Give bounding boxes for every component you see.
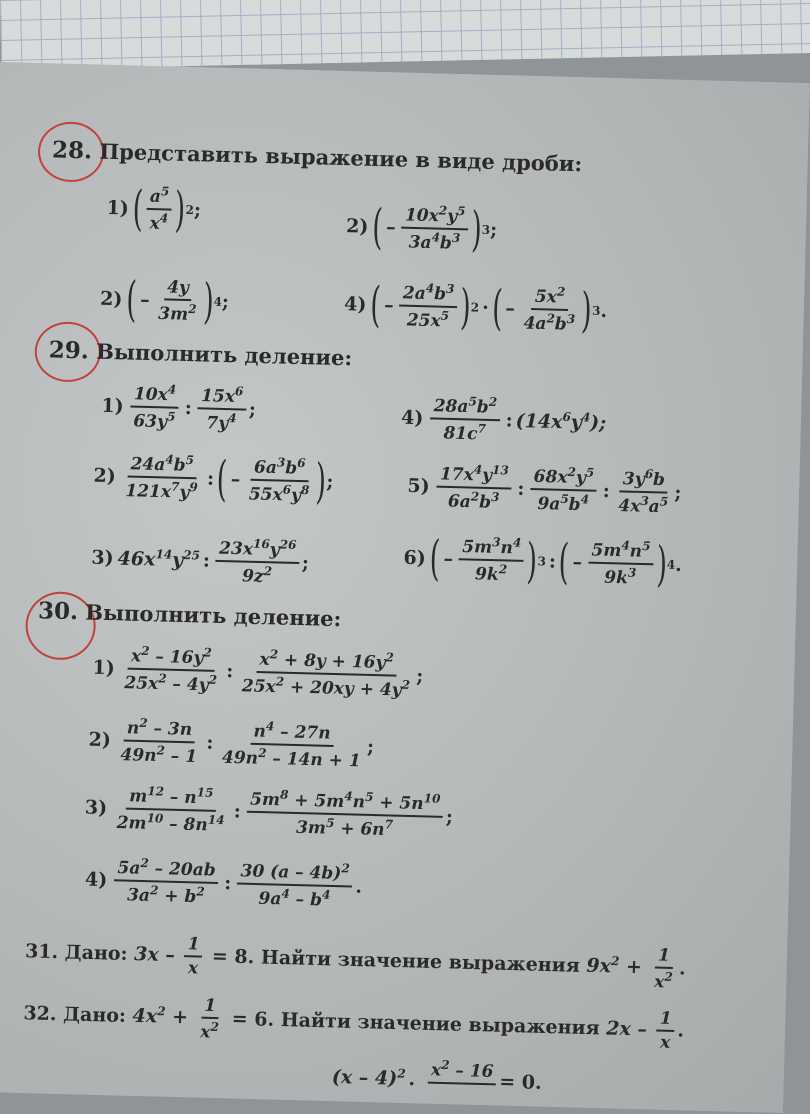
- task-33-partial: (x – 4)$^2$ . $x^2 - 16$ = 0.: [331, 1057, 542, 1094]
- task-32-given: Дано:: [62, 1003, 127, 1027]
- item-label: 5): [407, 474, 430, 498]
- task-30-item-2: 2) $\frac{n^2 - 3n}{49n^2 - 1}$ : $\frac{n^4 - 27n}{49n^2 - 14n + 1}$ ;: [88, 715, 375, 772]
- item-label: 6): [403, 546, 427, 569]
- item-label: 2): [345, 214, 369, 238]
- task-29-item-4: 4) $\frac{28a^5b^2}{81c^7}$ : $(14x^6y^4)$;: [400, 394, 607, 444]
- item-label: 3): [84, 796, 108, 819]
- item-label: 2): [88, 728, 112, 751]
- item-label: 1): [92, 656, 116, 679]
- task-28-item-1: 1) ( $\frac{a^5}{x^4}$ ) 2 ;: [106, 180, 202, 238]
- task-28-number: 28.: [51, 136, 93, 165]
- item-label: 2): [93, 464, 117, 487]
- item-label: 3): [91, 546, 114, 569]
- task-29-item-5: 5) $\frac{17x^4y^{13}}{6a^2b^3}$ : $\frac{68x^2y^5}{9a^5b^4}$ : $\frac{3y^6b}{4x^3a^5}$ ;: [407, 462, 682, 517]
- task-29-item-3: 3) $46x^{14}y^{25}$ : $\frac{23x^{16}y^{26}}{9z^2}$ ;: [91, 536, 310, 587]
- task-32-number: 32.: [23, 1002, 57, 1026]
- task-28-heading: [52, 136, 583, 177]
- task-30-item-1: 1) $\frac{x^2 - 16y^2}{25x^2 - 4y^2}$ : $\frac{x^2 + 8y + 16y^2}{25x^2 + 20xy + 4y^2}$ ;: [92, 643, 424, 701]
- item-label: 2): [99, 287, 123, 311]
- item-label: 4): [84, 868, 108, 891]
- task-30-item-3: 3) $\frac{m^{12} - n^{15}}{2m^{10} - 8n^{14}}$ : $\frac{5m^8 + 5m^4n^5 + 5n^{10}}{3m^5 + 6n^7}$ ;: [84, 784, 454, 840]
- item-label: 4): [343, 292, 367, 316]
- item-label: 4): [400, 406, 424, 429]
- task-29-item-1: 1) $\frac{10x^4}{63y^5}$ : $\frac{15x^6}{7y^4}$ ;: [101, 382, 257, 434]
- task-29-number: 29.: [48, 336, 90, 365]
- task-31: 31. Дано: 3x – $\frac{1}{x}$ = 8. Найти значение выражения $9x^2$ + $\frac{1}{x^2}$ .: [24, 934, 686, 993]
- task-28-item-2b: 2) ( – $\frac{4y}{3m^2}$ ) 4 ;: [99, 271, 230, 330]
- task-30-title: Выполнить деление:: [85, 599, 342, 632]
- task-28-item-4: 4) ( – $\frac{2a^4b^3}{25x^5}$ ) 2 · ( – $\frac{5x^2}{4a^2b^3}$ ) 3 .: [343, 276, 608, 339]
- task-32-find: Найти значение выражения: [280, 1009, 600, 1040]
- task-28-title: Представить выражение в виде дроби:: [99, 138, 583, 177]
- task-29-item-6: 6) ( – $\frac{5m^3n^4}{9k^2}$ ) 3 : ( – $\frac{5m^4n^5}{9k^3}$ ) 4 .: [403, 530, 683, 593]
- task-30-item-4: 4) $\frac{5a^2 - 20ab}{3a^2 + b^2}$ : $\frac{30 (a - 4b)^2}{9a^4 - b^4}$ .: [84, 855, 363, 911]
- task-30-number: 30.: [37, 597, 79, 626]
- item-label: 1): [106, 196, 130, 220]
- task-29-item-2: 2) $\frac{24a^4b^5}{121x^7y^9}$ : ( – $\frac{6a^3b^6}{55x^6y^8}$ ) ;: [93, 450, 334, 510]
- task-28-item-2: 2) ( – $\frac{10x^2y^5}{3a^4b^3}$ ) 3 ;: [345, 198, 498, 258]
- task-31-find: Найти значение выражения: [260, 946, 581, 977]
- task-32: 32. Дано: $4x^2$ + $\frac{1}{x^2}$ = 6. Найти значение выражения 2x – $\frac{1}{x}$ .: [23, 995, 685, 1054]
- task-31-number: 31.: [24, 940, 59, 964]
- item-label: 1): [101, 394, 124, 418]
- task-29-title: Выполнить деление:: [95, 338, 353, 371]
- task-31-given: Дано:: [64, 941, 128, 965]
